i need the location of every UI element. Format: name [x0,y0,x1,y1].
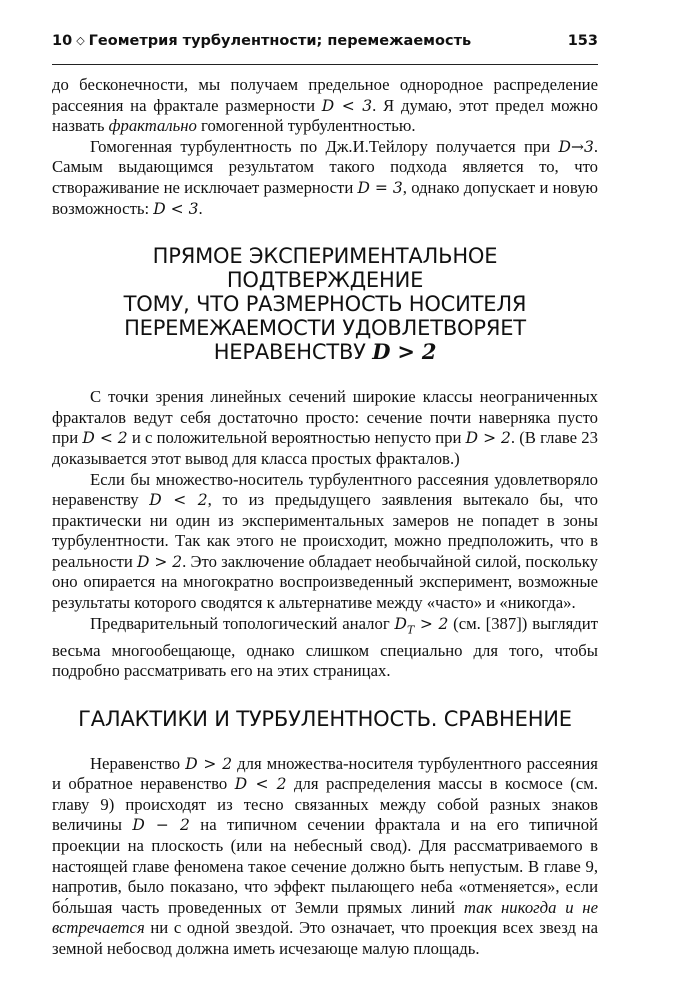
intro-paragraph-1: до бесконечности, мы получаем предельное однородное распределение рассеяния на фрактале размерности D < 3. Я думаю, этот предел можно назвать фрактально гомогенной турбулентностью. [52,75,598,136]
page-number: 153 [567,33,598,49]
math-inline: D > 2 [185,754,233,773]
math-inline: D < 2 [82,429,128,448]
diamond-icon: ◇ [76,34,85,47]
running-head-left [52,32,471,50]
math-inline: D > 2 [136,552,183,571]
emphasis: фрактально [108,116,197,136]
chapter-number: 10 [52,33,73,49]
emphasis: так никогда и не встречается [52,897,598,938]
math-inline: D [394,614,407,633]
math-inline: D < 3 [321,96,373,115]
section-1-paragraph-1: С точки зрения линейных сечений широкие классы неограниченных фракталов ведут себя достаточно просто: сечение почти наверняка пусто при D < 2 и с положительной вероятностью непусто при D > 2. (В главе 23 доказывается этот вывод для класса простых фракталов.) [52,387,598,468]
math-inline: D = 3 [357,178,403,197]
section-2-paragraph-1: Неравенство D > 2 для множества-носителя турбулентного рассеяния и обратное неравенство D < 2 для распределения массы в космосе (см. главу 9) происходят из тесно связанных между собой разных знаков величины D − 2 на типичном сечении фрактала и на его типичной проекции на плоскость (или на небесный свод). Для рассматриваемого в настоящей главе феномена такое сечение должно быть непустым. В главе 9, напротив, было показано, что эффект пылающего неба «отменяется», если бо́льшая часть проведенных от Земли прямых линий так никогда и не встречается ни с одной звездой. Это означает, что проекция всех звезд на земной небосвод должна иметь исчезающе малую площадь. [52,753,598,958]
section-1-paragraph-2: Если бы множество-носитель турбулентного рассеяния удовлетворяло неравенству D < 2, то из предыдущего заявления вытекало бы, что практически ни один из экспериментальных замеров не попадет в зоны турбулентности. Так как этого не происходит, можно предположить, что в реальности D > 2. Это заключение обладает необычайной силой, поскольку оно опирается на многократно воспроизведенный эксперимент, возможные результаты которого сводятся к альтернативе между «часто» и «никогда». [52,469,598,613]
header-rule [52,64,598,65]
section-2-heading: ГАЛАКТИКИ И ТУРБУЛЕНТНОСТЬ. СРАВНЕНИЕ [78,706,572,731]
math-inline: D→3 [558,137,594,156]
math-inline: > 2 [414,614,449,633]
math-subscript: T [406,623,415,636]
page [52,32,598,960]
math-inline: D < 2 [149,491,208,510]
math-inline: D < 2 [234,775,287,794]
math-inline: D < 3 [153,199,199,218]
chapter-title: Геометрия турбулентности; перемежаемость [88,33,472,49]
intro-paragraph-2: Гомогенная турбулентность по Дж.И.Тейлору получается при D→3. Самым выдающимся результатом такого подхода является то, что створаживание не исключает размерности D = 3, однако допускает и новую возможность: D < 3. [52,136,599,218]
section-1-heading: ПРЯМОЕ ЭКСПЕРИМЕНТАЛЬНОЕ ПОДТВЕРЖДЕНИЕ ТОМУ, ЧТО РАЗМЕРНОСТЬ НОСИТЕЛЯ ПЕРЕМЕЖАЕМОСТИ УДОВЛЕТВОРЯЕТ НЕРАВЕНСТВУ D > 2 [123,244,527,365]
math-inline: D > 2 [465,429,511,448]
section-1-paragraph-3: Предварительный топологический аналог $D_T > 2$ (см. [387]) выглядит весьма многообещающе, однако слишком специально для того, чтобы подробно рассматривать его на этих страницах. [52,613,598,681]
math-inline: D − 2 [132,816,190,835]
heading-math: D > 2 [372,339,437,365]
running-head [52,32,598,50]
